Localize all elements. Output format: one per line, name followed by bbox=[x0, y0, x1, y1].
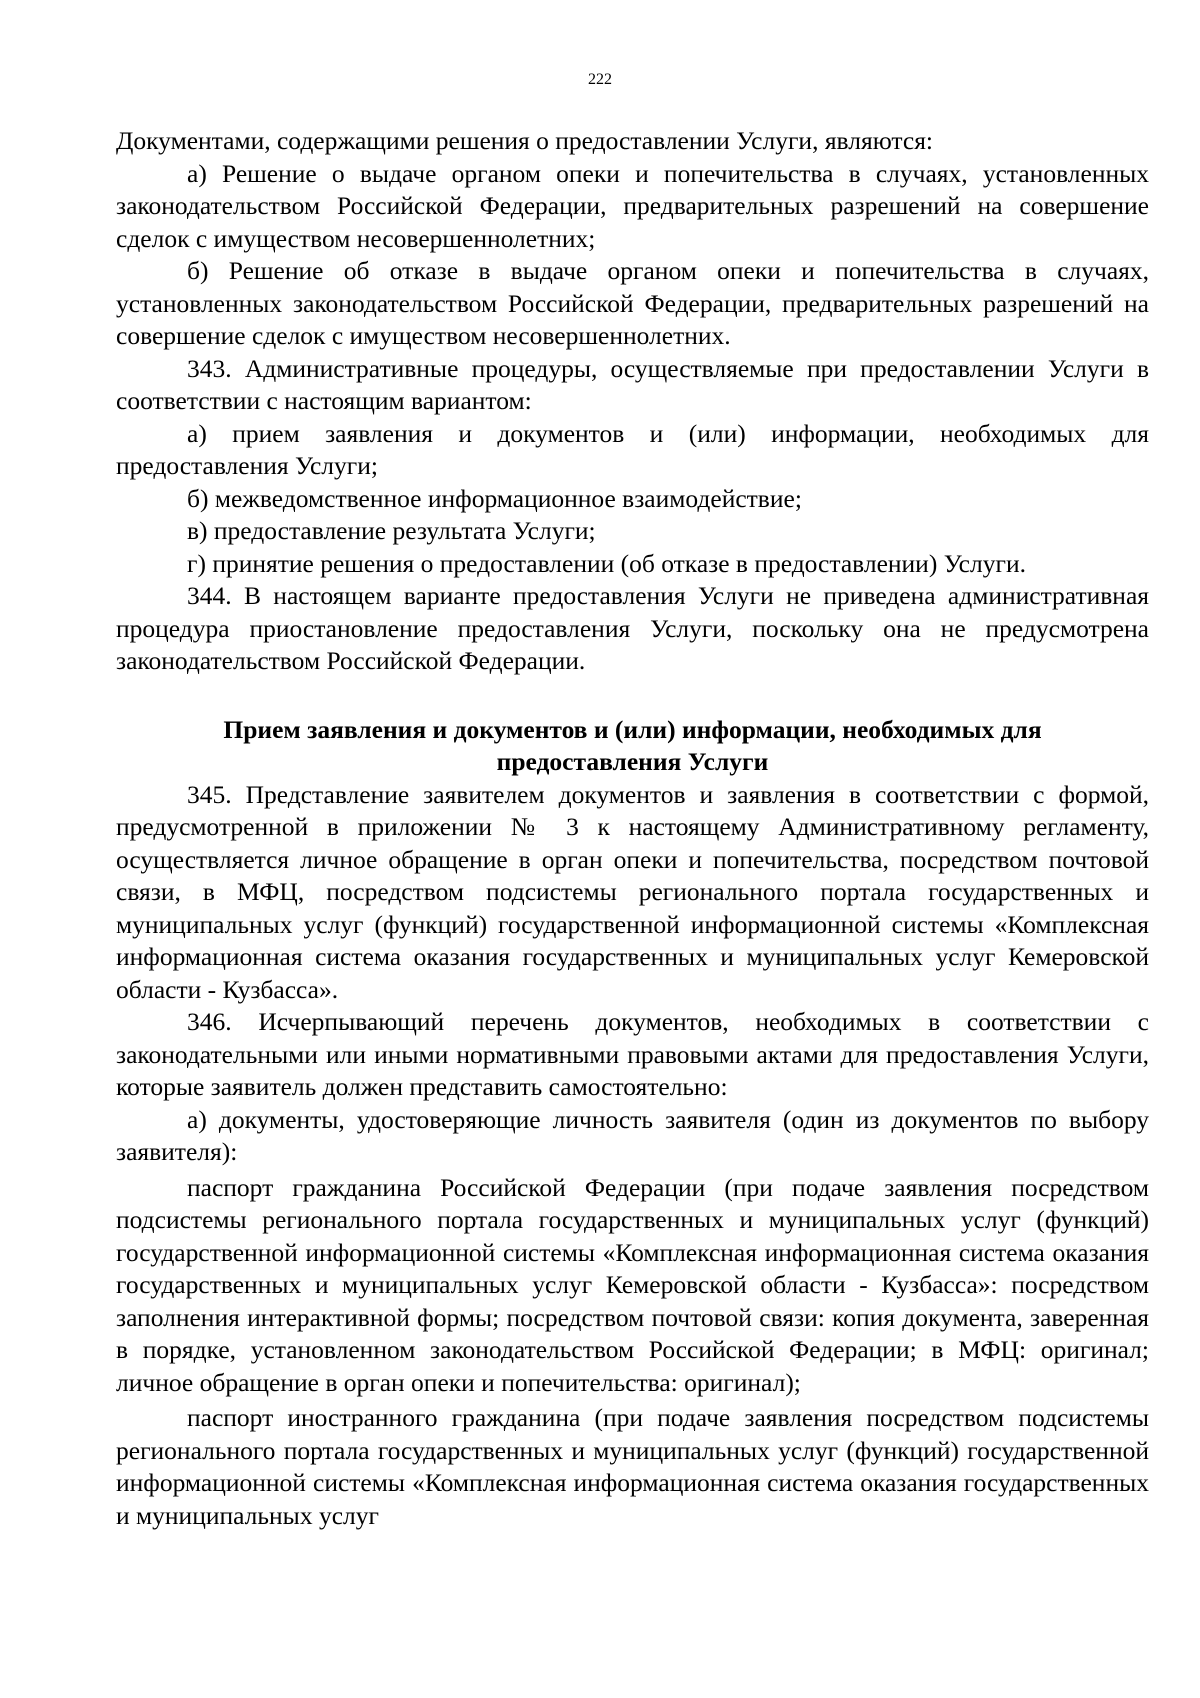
paragraph-item-a-decision: а) Решение о выдаче органом опеки и попечительства в случаях, установленных законодательством Российской Федерации, предварительных разрешений на совершение сделок с имуществом несовершеннолетних; bbox=[116, 158, 1149, 253]
section-heading: Прием заявления и документов и (или) информации, необходимых для предоставления Услуги bbox=[223, 714, 1042, 776]
paragraph-343: 343. Административные процедуры, осуществляемые при предоставлении Услуги в соответствии с настоящим вариантом: bbox=[116, 353, 1149, 415]
paragraph-346-item-a: а) документы, удостоверяющие личность заявителя (один из документов по выбору заявителя): bbox=[116, 1104, 1149, 1166]
paragraph-346: 346. Исчерпывающий перечень документов, необходимых в соответствии с законодательными или иными нормативными правовыми актами для предоставления Услуги, которые заявитель должен представить самостоятельно: bbox=[116, 1007, 1149, 1101]
paragraph-intro: Документами, содержащими решения о предоставлении Услуги, являются: bbox=[116, 126, 934, 155]
paragraph-345: 345. Представление заявителем документов и заявления в соответствии с формой, предусмотренной в приложении № 3 к настоящему Административному регламенту, осуществляется личное обращение в орган опеки и попечительства, посредством почтовой связи, в МФЦ, посредством подсистемы регионального портала государственных и муниципальных услуг (функций) государственной информационной системы «Комплексная информационная система оказания государственных и муниципальных услуг Кемеровской области - Кузбасса». bbox=[116, 779, 1149, 1004]
paragraph-344: 344. В настоящем варианте предоставления Услуги не приведена административная процедура приостановление предоставления Услуги, поскольку она не предусмотрена законодательством Российской Федерации. bbox=[116, 581, 1149, 675]
page-number: 222 bbox=[588, 71, 612, 88]
paragraph-343-item-g: г) принятие решения о предоставлении (об отказе в предоставлении) Услуги. bbox=[187, 548, 1026, 578]
paragraph-item-b-refusal: б) Решение об отказе в выдаче органом опеки и попечительства в случаях, установленных законодательством Российской Федерации, предварительных разрешений на совершение сделок с имуществом несовершеннолетних. bbox=[116, 256, 1149, 350]
paragraph-passport-foreign: паспорт иностранного гражданина (при подаче заявления посредством подсистемы регионального портала государственных и муниципальных услуг (функций) государственной информационной системы «Комплексная информационная система оказания государственных и муниципальных услуг bbox=[116, 1403, 1149, 1530]
paragraph-343-item-b: б) межведомственное информационное взаимодействие; bbox=[187, 483, 802, 513]
paragraph-343-item-a: а) прием заявления и документов и (или) информации, необходимых для предоставления Услуги; bbox=[116, 418, 1149, 480]
document-body bbox=[116, 125, 1149, 1532]
paragraph-passport-rf: паспорт гражданина Российской Федерации (при подаче заявления посредством подсистемы регионального портала государственных и муниципальных услуг (функций) государственной информационной системы «Комплексная информационная система оказания государственных и муниципальных услуг Кемеровской области - Кузбасса»: посредством заполнения интерактивной формы; посредством почтовой связи: копия документа, заверенная в порядке, установленном законодательством Российской Федерации; в МФЦ: оригинал; личное обращение в орган опеки и попечительства: оригинал); bbox=[116, 1172, 1149, 1397]
paragraph-343-item-v: в) предоставление результата Услуги; bbox=[187, 516, 596, 545]
